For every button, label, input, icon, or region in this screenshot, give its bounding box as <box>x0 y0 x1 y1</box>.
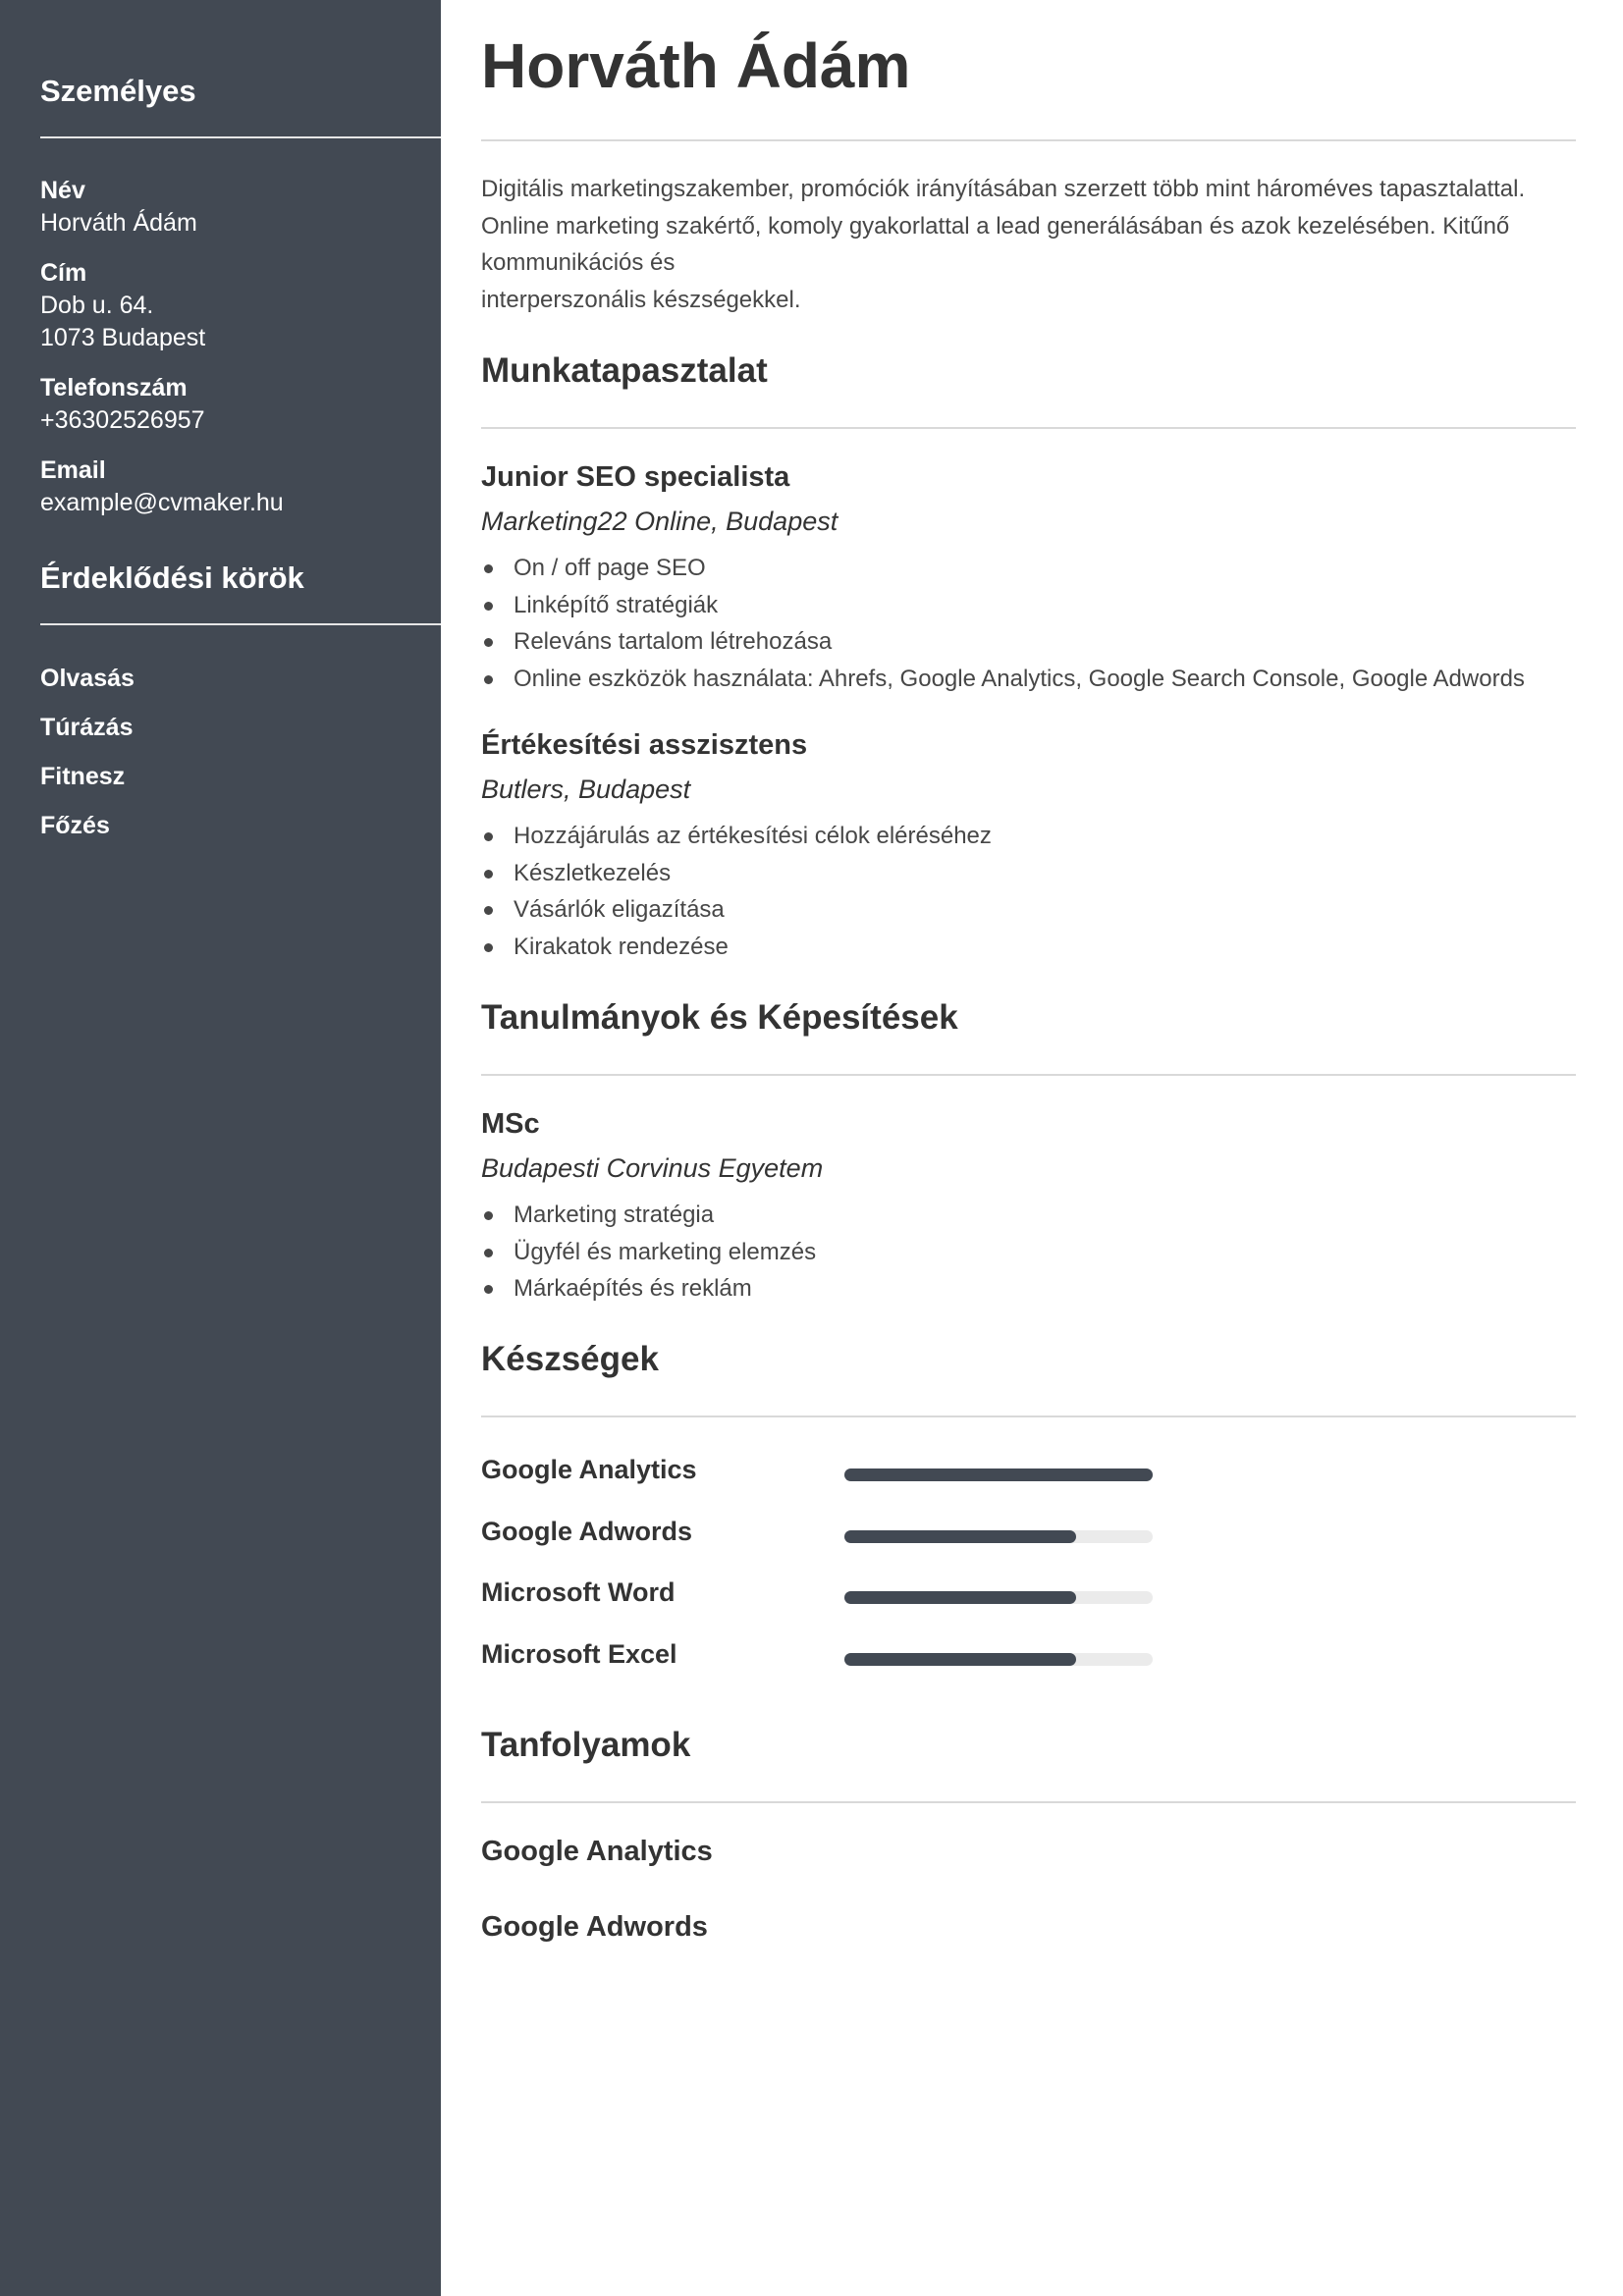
bullet-icon <box>484 1285 493 1294</box>
bullet-icon <box>484 564 493 573</box>
course-item: Google Analytics <box>481 1836 713 1867</box>
bullet-icon <box>484 638 493 647</box>
experience-section-title: Munkatapasztalat <box>481 351 768 390</box>
list-item <box>481 550 1525 587</box>
skill-bar <box>844 1653 1153 1666</box>
skill-row <box>481 1455 1576 1494</box>
sidebar <box>0 0 441 2296</box>
field-phone <box>0 372 205 437</box>
skill-bar-fill <box>844 1591 1076 1604</box>
field-value: +36302526957 <box>40 406 205 434</box>
skill-row <box>481 1577 1576 1617</box>
skill-name: Microsoft Excel <box>481 1639 677 1669</box>
degree-title: MSc <box>481 1108 540 1140</box>
field-value: Dob u. 64. <box>40 292 154 319</box>
list-item <box>481 818 992 855</box>
list-item-text: Releváns tartalom létrehozása <box>514 628 833 655</box>
bullet-icon <box>484 602 493 611</box>
personal-divider <box>40 136 441 138</box>
field-name <box>0 175 197 240</box>
field-value: example@cvmaker.hu <box>40 489 284 516</box>
summary <box>481 171 1576 318</box>
interest-item: Főzés <box>40 812 110 839</box>
skill-name: Microsoft Word <box>481 1577 676 1607</box>
bullet-icon <box>484 832 493 841</box>
skill-bar <box>844 1591 1153 1604</box>
list-item-text: Kirakatok rendezése <box>514 933 729 960</box>
skill-bar <box>844 1530 1153 1543</box>
skills-section-title: Készségek <box>481 1340 659 1378</box>
summary-line: Online marketing szakértő, komoly gyakorlattal a lead generálásában és azok kezelésében. Kitűnő <box>481 212 1510 240</box>
education-section-title: Tanulmányok és Képesítések <box>481 998 958 1037</box>
list-item <box>481 623 1525 661</box>
list-item <box>481 929 992 966</box>
field-address <box>0 257 205 354</box>
interests-divider <box>40 623 441 625</box>
education-bullets <box>481 1197 816 1308</box>
job-bullets <box>481 818 992 965</box>
skill-name: Google Analytics <box>481 1455 697 1484</box>
bullet-icon <box>484 906 493 915</box>
skills-divider <box>481 1415 1576 1417</box>
interest-item: Fitnesz <box>40 763 126 790</box>
summary-line: interperszonális készségekkel. <box>481 286 801 313</box>
field-value: 1073 Budapest <box>40 324 206 351</box>
bullet-icon <box>484 1249 493 1257</box>
bullet-icon <box>484 1211 493 1220</box>
list-item-text: Marketing stratégia <box>514 1201 715 1228</box>
job-title: Junior SEO specialista <box>481 461 790 493</box>
list-item <box>481 587 1525 624</box>
bullet-icon <box>484 675 493 684</box>
interest-item: Olvasás <box>40 665 135 692</box>
field-label: Név <box>40 177 85 204</box>
list-item-text: Ügyfél és marketing elemzés <box>514 1238 817 1265</box>
interests-section-title: Érdeklődési körök <box>40 561 304 595</box>
header-divider <box>481 139 1576 141</box>
skill-name: Google Adwords <box>481 1517 692 1546</box>
job-company: Butlers, Budapest <box>481 774 691 804</box>
skill-bar <box>844 1468 1153 1481</box>
courses-divider <box>481 1801 1576 1803</box>
summary-line: Digitális marketingszakember, promóciók irányításában szerzett több mint hároméves tapasztalattal. <box>481 176 1526 202</box>
bullet-icon <box>484 943 493 952</box>
list-item-text: Linképítő stratégiák <box>514 591 719 618</box>
page-title: Horváth Ádám <box>481 30 911 101</box>
field-label: Cím <box>40 259 87 287</box>
experience-divider <box>481 427 1576 429</box>
education-divider <box>481 1074 1576 1076</box>
field-value: Horváth Ádám <box>40 209 197 237</box>
skill-row <box>481 1517 1576 1556</box>
list-item-text: Hozzájárulás az értékesítési célok eléréséhez <box>514 823 992 849</box>
job-title: Értékesítési asszisztens <box>481 729 808 761</box>
field-label: Email <box>40 456 106 484</box>
skill-bar-fill <box>844 1468 1153 1481</box>
list-item <box>481 1270 816 1308</box>
list-item-text: Vásárlók eligazítása <box>514 896 725 923</box>
course-item: Google Adwords <box>481 1911 708 1943</box>
personal-section-title: Személyes <box>40 74 196 108</box>
interest-item: Túrázás <box>40 714 134 741</box>
job-company: Marketing22 Online, Budapest <box>481 507 839 536</box>
list-item-text: Márkaépítés és reklám <box>514 1275 752 1302</box>
field-email <box>0 454 284 519</box>
list-item-text: Online eszközök használata: Ahrefs, Google Analytics, Google Search Console, Google Adwords <box>514 665 1525 692</box>
skill-row <box>481 1639 1576 1679</box>
job-bullets <box>481 550 1525 697</box>
list-item-text: Készletkezelés <box>514 859 672 886</box>
list-item <box>481 1234 816 1271</box>
bullet-icon <box>484 870 493 879</box>
list-item <box>481 855 992 892</box>
list-item <box>481 1197 816 1234</box>
skill-bar-fill <box>844 1530 1076 1543</box>
list-item <box>481 891 992 929</box>
school-name: Budapesti Corvinus Egyetem <box>481 1153 824 1183</box>
courses-section-title: Tanfolyamok <box>481 1726 691 1764</box>
skill-bar-fill <box>844 1653 1076 1666</box>
summary-line: kommunikációs és <box>481 249 676 276</box>
list-item <box>481 661 1525 698</box>
field-label: Telefonszám <box>40 374 188 401</box>
list-item-text: On / off page SEO <box>514 555 706 581</box>
